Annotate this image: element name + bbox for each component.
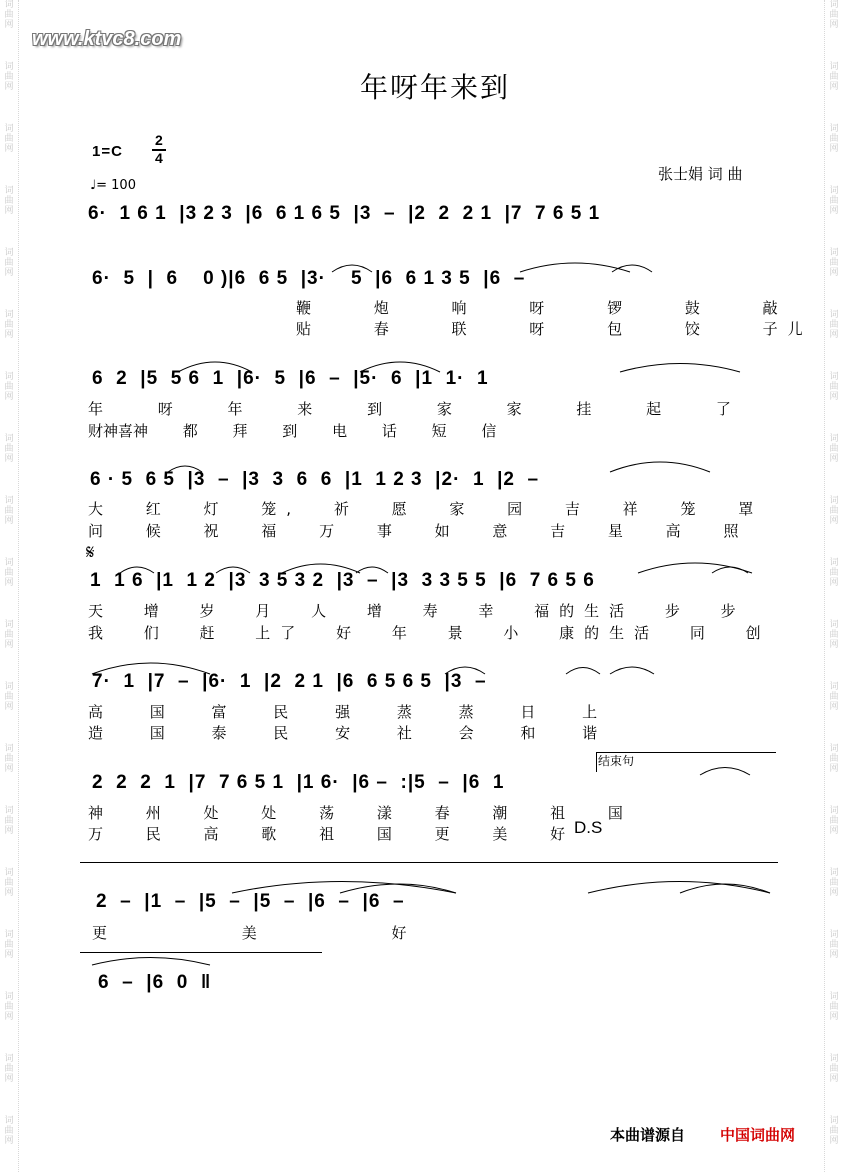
author-credit: 张士娟 词 曲	[658, 165, 743, 183]
lyrics-line-7a: 神 州 处 处 荡 漾 春 潮 祖 国	[88, 804, 633, 822]
watermark-glyph: 词 曲 网	[4, 806, 14, 836]
slur	[620, 364, 740, 373]
watermark-glyph: 词 曲 网	[829, 868, 839, 898]
song-title: 年呀年来到	[360, 71, 511, 104]
watermark-glyph: 词 曲 网	[829, 992, 839, 1022]
watermark-glyph: 词 曲 网	[829, 62, 839, 92]
slur	[680, 884, 770, 893]
lyrics-line-7b: 万 民 高 歌 祖 国 更 美 好	[88, 825, 576, 843]
watermark-glyph: 词 曲 网	[829, 620, 839, 650]
ending-label: 结束句	[598, 754, 635, 768]
watermark-glyph: 词 曲 网	[829, 0, 839, 30]
lyrics-line-4b: 问 候 祝 福 万 事 如 意 吉 星 高 照	[88, 522, 749, 540]
lyrics-line-5b: 我 们 赶 上了 好 年 景 小 康的生活 同 创	[88, 624, 771, 642]
watermark-glyph: 词 曲 网	[4, 496, 14, 526]
slur	[360, 362, 440, 372]
watermark-glyph: 词 曲 网	[829, 1116, 839, 1146]
slur	[356, 567, 388, 573]
watermark-glyph: 词 曲 网	[4, 868, 14, 898]
notes-line-5: 1 1 6 |1 1 2 |3 3 5 3 2 |3 – |3 3 3 5 5 |6 7 6 5 6	[90, 570, 595, 591]
notes-line-6: 7· 1 |7 – |6· 1 |2 2 1 |6 6 5 6 5 |3 –	[92, 671, 487, 692]
slur	[638, 563, 752, 573]
watermark-glyph: 词 曲 网	[829, 310, 839, 340]
watermark-glyph: 词 曲 网	[829, 558, 839, 588]
slur	[178, 362, 252, 372]
slur	[610, 462, 710, 472]
lyrics-line-2a: 鞭 炮 响 呀 锣 鼓 敲	[296, 299, 788, 317]
watermark-glyph: 词 曲 网	[4, 744, 14, 774]
watermark-glyph: 词 曲 网	[829, 124, 839, 154]
watermark-glyph: 词 曲 网	[829, 186, 839, 216]
tempo-value: = 100	[96, 178, 136, 193]
lyrics-line-3b: 财神喜神 都 拜 到 电 话 短 信	[88, 422, 497, 440]
watermark-glyph: 词 曲 网	[4, 310, 14, 340]
watermark-glyph: 词 曲 网	[829, 744, 839, 774]
slur	[610, 667, 654, 674]
key-signature: 1=C	[92, 143, 123, 160]
time-signature-top: 2	[155, 132, 164, 148]
slur	[612, 265, 652, 272]
watermark-glyph: 词 曲 网	[4, 124, 14, 154]
slur	[566, 668, 600, 675]
watermark-glyph: 词 曲 网	[829, 496, 839, 526]
source-label: 本曲谱源自	[610, 1126, 686, 1144]
watermark-glyph: 词 曲 网	[4, 558, 14, 588]
slur	[168, 466, 202, 472]
notes-line-1: 6· 1 6 1 |3 2 3 |6 6 1 6 5 |3 – |2 2 2 1 |7 7 6 5 1	[88, 203, 601, 224]
watermark-glyph: 词 曲 网	[4, 682, 14, 712]
notes-line-2: 6· 5 | 6 0 )|6 6 5 |3· 5 |6 6 1 3 5 |6 –	[92, 268, 526, 289]
watermark-glyph: 词 曲 网	[4, 1116, 14, 1146]
lyrics-line-3a: 年 呀 年 来 到 家 家 挂 起 了	[88, 400, 741, 418]
slur	[92, 663, 210, 674]
slur	[282, 564, 360, 573]
watermark-glyph: 词 曲 网	[4, 248, 14, 278]
slur	[712, 567, 748, 573]
lyrics-line-2b: 贴 春 联 呀 包 饺 子儿	[296, 320, 813, 338]
slur	[92, 958, 210, 966]
slur	[232, 882, 456, 894]
lyrics-line-8: 更 美 好	[92, 924, 417, 942]
slur	[332, 265, 372, 272]
time-signature-bottom: 4	[155, 150, 164, 166]
segno-mark: 𝄋	[86, 540, 95, 564]
watermark-glyph: 词 曲 网	[4, 0, 14, 30]
slur	[700, 768, 750, 776]
watermark-glyph: 词 曲 网	[829, 434, 839, 464]
slur	[216, 567, 250, 573]
source-site-link[interactable]: 中国词曲网	[720, 1126, 796, 1144]
slur	[588, 882, 770, 894]
watermark-glyph: 词 曲 网	[829, 248, 839, 278]
watermark-glyph: 词 曲 网	[4, 620, 14, 650]
ds-marking: D.S	[574, 818, 603, 837]
notes-line-9: 6 – |6 0 ‖	[98, 972, 212, 993]
slur	[340, 884, 456, 893]
notes-line-3: 6 2 |5 5 6 1 |6· 5 |6 – |5· 6 |1 1· 1	[92, 368, 489, 389]
watermark-glyph: 词 曲 网	[4, 992, 14, 1022]
notes-line-7: 2 2 2 1 |7 7 6 5 1 |1 6· |6 – :|5 – |6 1	[92, 772, 505, 793]
notes-line-4: 6 · 5 6 5 |3 – |3 3 6 6 |1 1 2 3 |2· 1 |2 –	[90, 469, 540, 490]
watermark-glyph: 词 曲 网	[829, 806, 839, 836]
watermark-glyph: 词 曲 网	[4, 372, 14, 402]
watermark-glyph: 词 曲 网	[829, 930, 839, 960]
watermark-glyph: 词 曲 网	[829, 372, 839, 402]
site-logo[interactable]: www.ktvc8.com	[32, 28, 182, 50]
lyrics-line-5a: 天 增 岁 月 人 增 寿 幸 福的生活 步 步	[88, 602, 746, 620]
watermark-glyph: 词 曲 网	[4, 62, 14, 92]
watermark-glyph: 词 曲 网	[829, 682, 839, 712]
watermark-glyph: 词 曲 网	[4, 930, 14, 960]
notes-line-8: 2 – |1 – |5 – |5 – |6 – |6 –	[96, 891, 405, 912]
lyrics-line-6b: 造 国 泰 民 安 社 会 和 谐	[88, 724, 608, 742]
watermark-glyph: 词 曲 网	[829, 1054, 839, 1084]
slur	[445, 667, 485, 674]
slur	[120, 567, 154, 573]
watermark-glyph: 词 曲 网	[4, 1054, 14, 1084]
watermark-glyph: 词 曲 网	[4, 434, 14, 464]
watermark-glyph: 词 曲 网	[4, 186, 14, 216]
lyrics-line-4a: 大 红 灯 笼, 祈 愿 家 园 吉 祥 笼 罩	[88, 500, 764, 518]
quarter-note-icon: ♩	[90, 178, 97, 193]
lyrics-line-6a: 高 国 富 民 强 蒸 蒸 日 上	[88, 703, 608, 721]
